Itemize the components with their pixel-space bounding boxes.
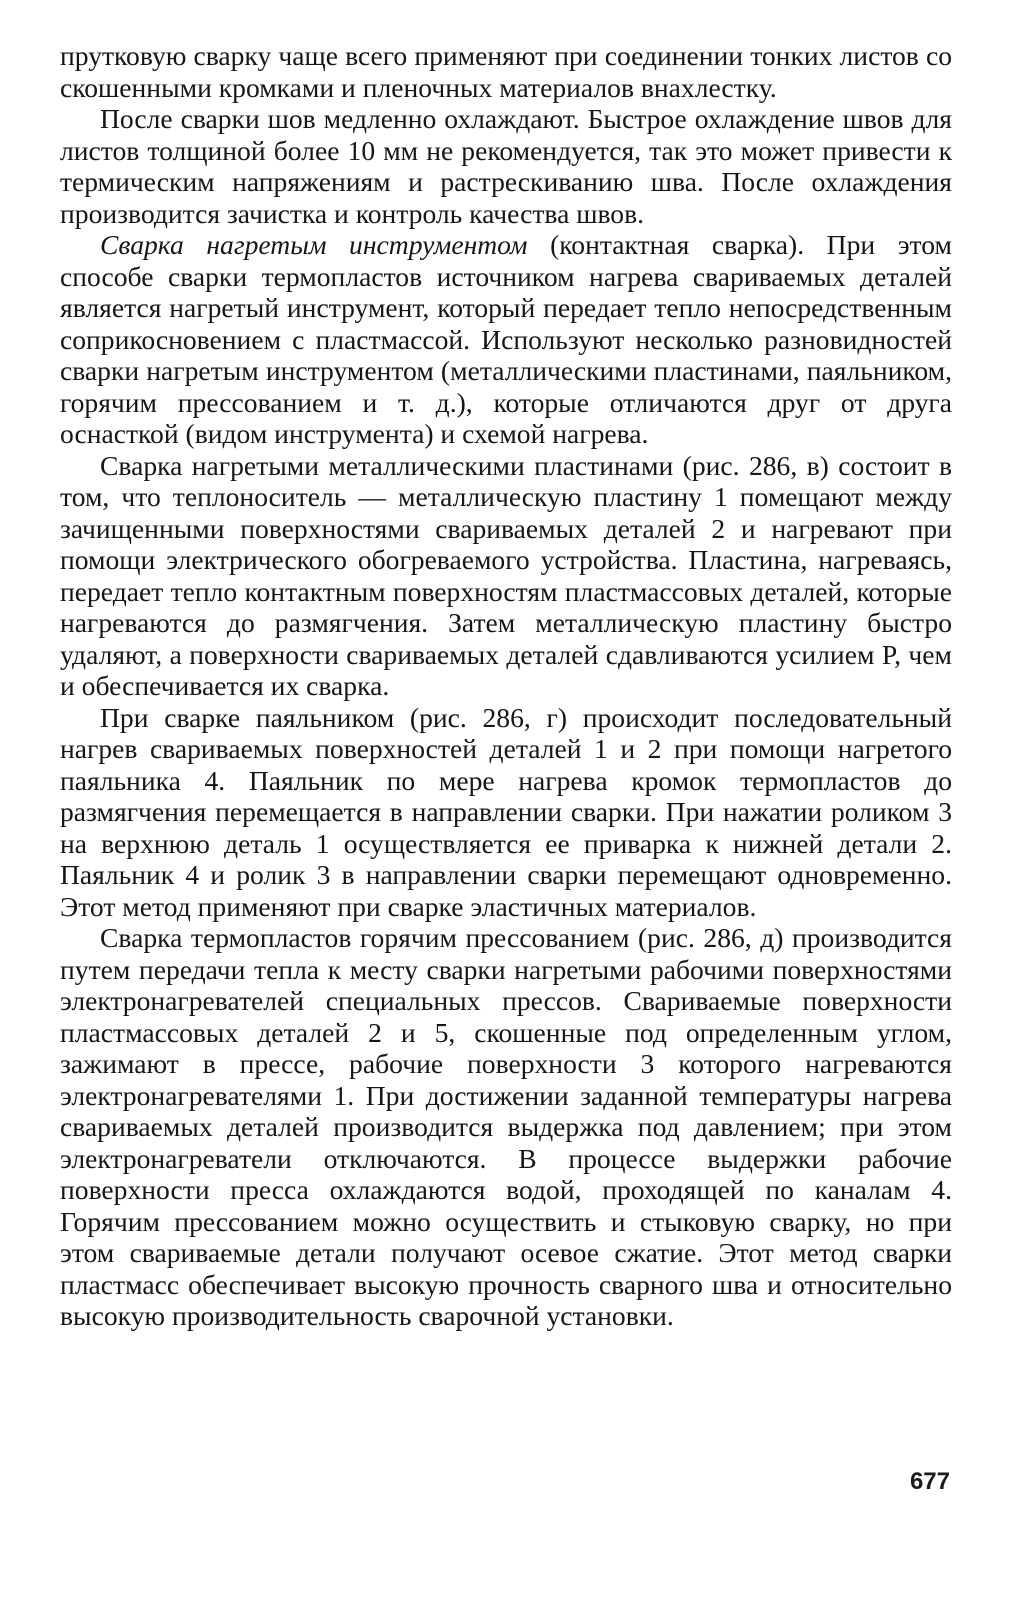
paragraph-5-text: При сварке паяльником (рис. 286, г) происходит последовательный нагрев свариваемых поверхностей деталей 1 и 2 при помощи нагретого паяльника 4. Паяльник по мере нагрева кромок термопластов до размягчения перемещается в направлении сварки. При нажатии роликом 3 на верхнюю деталь 1 осуществляется ее приварка к нижней детали 2. Паяльник 4 и ролик 3 в направлении сварки перемещают одновременно. Этот метод применяют при сварке эластичных материалов. (60, 701, 952, 922)
paragraph-4-text: Сварка нагретыми металлическими пластинами (рис. 286, в) состоит в том, что теплоноситель — металлическую пластину 1 помещают между зачищенными поверхностями свариваемых деталей 2 и нагревают при помощи электрического обогреваемого устройства. Пластина, нагреваясь, передает тепло контактным поверхностям пластмассовых деталей, которые нагреваются до размягчения. Затем металлическую пластину быстро удаляют, а поверхности свариваемых деталей сдавливаются усилием P, чем и обеспечивается их сварка. (60, 449, 952, 701)
paragraph-2-text: После сварки шов медленно охлаждают. Быстрое охлаждение швов для листов толщиной более 10 мм не рекомендуется, так это может привести к термическим напряжениям и растрескиванию шва. После охлаждения производится зачистка и контроль качества швов. (60, 103, 952, 229)
paragraph-4 (60, 450, 952, 702)
page-number: 677 (909, 1468, 950, 1495)
paragraph-6-text: Сварка термопластов горячим прессованием (рис. 286, д) производится путем передачи тепла к месту сварки нагретыми рабочими поверхностями электронагревателей специальных прессов. Свариваемые поверхности пластмассовых деталей 2 и 5, скошенные под определенным углом, зажимают в прессе, рабочие поверхности 3 которого нагреваются электронагревателями 1. При достижении заданной температуры нагрева свариваемых деталей производится выдержка под давлением; при этом электронагреватели отключаются. В процессе выдержки рабочие поверхности пресса охлаждаются водой, проходящей по каналам 4. Горячим прессованием можно осуществить и стыковую сварку, но при этом свариваемые детали получают осевое сжатие. Этот метод сварки пластмасс обеспечивает высокую прочность сварного шва и относительно высокую производительность сварочной установки. (60, 922, 952, 1331)
paragraph-2 (60, 103, 952, 229)
paragraph-1 (60, 40, 952, 103)
paragraph-3-text: (контактная сварка). При этом способе сварки термопластов источником нагрева свариваемых деталей является нагретый инструмент, который передает тепло непосредственным соприкосновением с пластмассой. Используют несколько разновидностей сварки нагретым инструментом (металлическими пластинами, паяльником, горячим прессованием и т. д.), которые отличаются друг от друга оснасткой (видом инструмента) и схемой нагрева. (60, 229, 952, 449)
paragraph-3-lead: Сварка нагретым инструментом (100, 229, 528, 260)
document-page (60, 40, 952, 1332)
paragraph-6 (60, 922, 952, 1332)
paragraph-5 (60, 702, 952, 923)
paragraph-1-text: прутковую сварку чаще всего применяют при соединении тонких листов со скошенными кромками и пленочных материалов внахлестку. (60, 40, 952, 103)
paragraph-3 (60, 229, 952, 450)
